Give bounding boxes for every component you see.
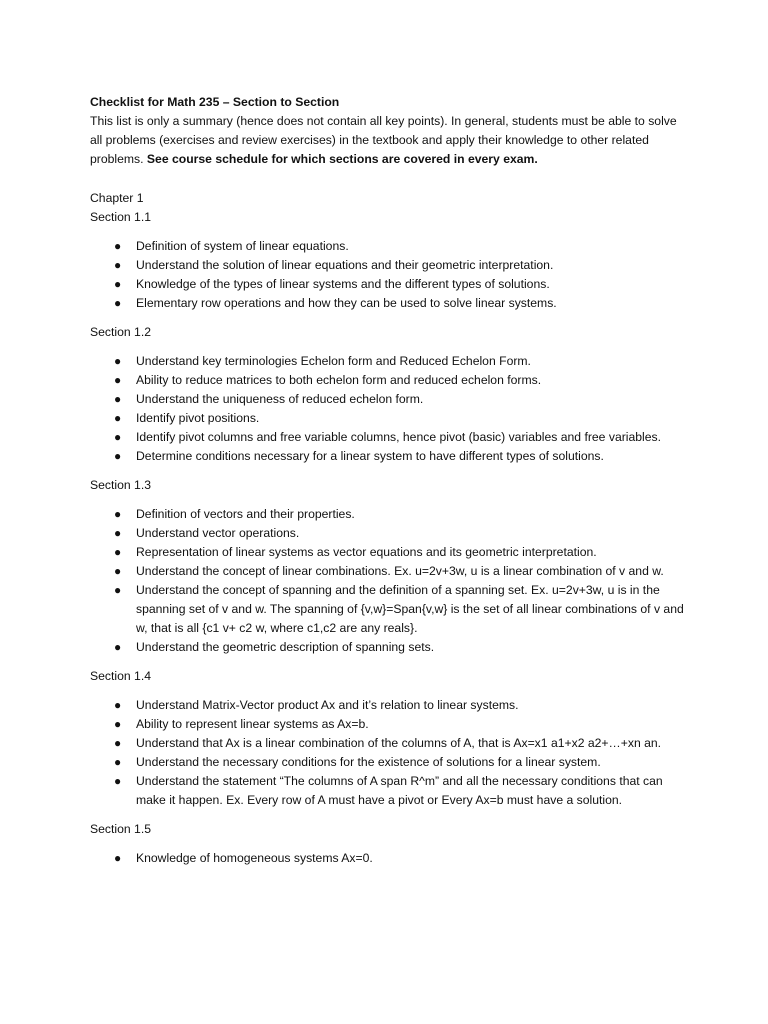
section-heading: Section 1.3 (90, 478, 151, 492)
bullet-icon: ● (114, 392, 122, 406)
bullet-icon: ● (114, 449, 122, 463)
bullet-icon: ● (114, 258, 122, 272)
list-item (90, 352, 690, 371)
bullet-icon: ● (114, 526, 122, 540)
bullet-icon: ● (114, 296, 122, 310)
document-content (90, 93, 690, 868)
section-1-2 (90, 323, 690, 466)
list-item-text: Understand the concept of spanning and the definition of a spanning set. Ex. u=2v+3w, u is in the spanning set of v and w. The spanning of {v,w}=Span{v,w} is the set of all linear combinations of v and w, that is all {c1 v+ c2 w, where c1,c2 are any reals}. (136, 583, 684, 635)
list-item (90, 294, 690, 313)
list-item (90, 734, 690, 753)
list-item-text: Ability to represent linear systems as Ax=b. (136, 717, 369, 731)
list-item (90, 753, 690, 772)
list-item-text: Knowledge of homogeneous systems Ax=0. (136, 851, 373, 865)
intro-bold-note: See course schedule for which sections are covered in every exam. (146, 152, 538, 166)
bullet-icon: ● (114, 545, 122, 559)
bullet-list (90, 849, 690, 868)
list-item (90, 849, 690, 868)
section-heading: Section 1.5 (90, 822, 151, 836)
list-item (90, 447, 690, 466)
list-item-text: Understand the necessary conditions for the existence of solutions for a linear system. (136, 755, 601, 769)
bullet-icon: ● (114, 277, 122, 291)
section-heading: Section 1.1 (90, 210, 151, 224)
list-item-text: Understand Matrix-Vector product Ax and it’s relation to linear systems. (136, 698, 519, 712)
section-1-5 (90, 820, 690, 868)
list-item-text: Understand the uniqueness of reduced echelon form. (136, 392, 424, 406)
list-item (90, 562, 690, 581)
list-item-text: Understand the statement “The columns of A span R^m” and all the necessary conditions that can make it happen. Ex. Every row of A must have a pivot or Every Ax=b must have a solution. (136, 774, 663, 807)
list-item-text: Definition of system of linear equations. (136, 239, 349, 253)
list-item-text: Understand the solution of linear equations and their geometric interpretation. (136, 258, 554, 272)
list-item-text: Understand the concept of linear combinations. Ex. u=2v+3w, u is a linear combination of v and w. (136, 564, 664, 578)
intro-text: This list is only a summary (hence does not contain all key points). In general, students must be able to solve all problems (exercises and review exercises) in the textbook and apply their knowledge to other related problems. (90, 114, 677, 166)
list-item-text: Definition of vectors and their properties. (136, 507, 355, 521)
section-1-1 (90, 208, 690, 313)
list-item (90, 256, 690, 275)
list-item-text: Understand key terminologies Echelon form and Reduced Echelon Form. (136, 354, 531, 368)
list-item-text: Identify pivot positions. (136, 411, 260, 425)
list-item-text: Knowledge of the types of linear systems and the different types of solutions. (136, 277, 550, 291)
section-heading: Section 1.2 (90, 325, 151, 339)
list-item-text: Determine conditions necessary for a linear system to have different types of solutions. (136, 449, 604, 463)
list-item (90, 581, 690, 638)
bullet-icon: ● (114, 411, 122, 425)
list-item (90, 371, 690, 390)
bullet-icon: ● (114, 851, 122, 865)
chapter-heading: Chapter 1 (90, 191, 144, 205)
bullet-icon: ● (114, 239, 122, 253)
bullet-icon: ● (114, 717, 122, 731)
document-title: Checklist for Math 235 – Section to Section (90, 95, 340, 109)
list-item (90, 543, 690, 562)
list-item (90, 409, 690, 428)
bullet-icon: ● (114, 755, 122, 769)
bullet-list (90, 352, 690, 466)
list-item-text: Understand the geometric description of spanning sets. (136, 640, 435, 654)
list-item (90, 524, 690, 543)
intro-paragraph (90, 112, 690, 169)
list-item (90, 505, 690, 524)
bullet-list (90, 505, 690, 657)
list-item (90, 638, 690, 657)
bullet-icon: ● (114, 373, 122, 387)
bullet-list (90, 696, 690, 810)
bullet-list (90, 237, 690, 313)
list-item-text: Understand vector operations. (136, 526, 300, 540)
list-item (90, 237, 690, 256)
bullet-icon: ● (114, 583, 122, 597)
bullet-icon: ● (114, 736, 122, 750)
list-item-text: Ability to reduce matrices to both echelon form and reduced echelon forms. (136, 373, 542, 387)
bullet-icon: ● (114, 507, 122, 521)
bullet-icon: ● (114, 564, 122, 578)
list-item (90, 715, 690, 734)
list-item-text: Representation of linear systems as vector equations and its geometric interpretation. (136, 545, 597, 559)
list-item-text: Understand that Ax is a linear combination of the columns of A, that is Ax=x1 a1+x2 a2+…+xn an. (136, 736, 662, 750)
list-item (90, 772, 690, 810)
bullet-icon: ● (114, 354, 122, 368)
section-heading: Section 1.4 (90, 669, 151, 683)
bullet-icon: ● (114, 640, 122, 654)
list-item (90, 275, 690, 294)
section-1-4 (90, 667, 690, 810)
list-item-text: Identify pivot columns and free variable columns, hence pivot (basic) variables and free variables. (136, 430, 662, 444)
bullet-icon: ● (114, 430, 122, 444)
section-1-3 (90, 476, 690, 657)
list-item (90, 696, 690, 715)
bullet-icon: ● (114, 698, 122, 712)
list-item (90, 390, 690, 409)
list-item (90, 428, 690, 447)
bullet-icon: ● (114, 774, 122, 788)
list-item-text: Elementary row operations and how they can be used to solve linear systems. (136, 296, 557, 310)
